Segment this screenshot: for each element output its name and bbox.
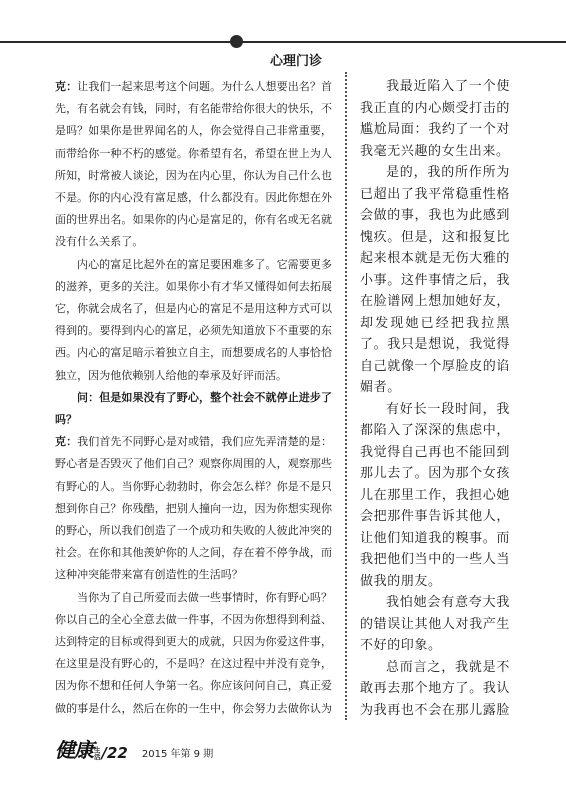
- page-footer: [55, 733, 213, 763]
- page-number: /22: [101, 744, 128, 762]
- left-column: [55, 76, 332, 716]
- letter-paragraph-4: 我怕她会有意夸大我的错误让其他人对我产生不好的印象。: [360, 595, 510, 653]
- question-label: 问：: [77, 390, 100, 404]
- magazine-logo: 健康: [55, 738, 93, 762]
- column-divider: [345, 72, 347, 720]
- header-dot: [230, 35, 243, 48]
- issue-info: 2015 年第 9 期: [141, 749, 214, 760]
- answer-paragraph-3: [55, 431, 332, 586]
- speaker-label: 克：: [55, 80, 78, 93]
- question-text: 但是如果没有了野心，整个社会不就停止进步了吗？: [55, 390, 332, 427]
- answer-paragraph-4: 当你为了自己所爱而去做一些事情时，你有野心吗？你以自己的全心全意去做一件事，不因为你想得到利益、达到特定的目标或得到更大的成就，只因为你爱这件事，在这里是没有野心的，不是吗？在这过程中并没有竞争，因为你不想和任何人争第一名。你应该问问自己，真正爱做的事是什么，然后在你的一生中，你会努力去做你认为: [55, 590, 332, 715]
- section-title: 心理门诊: [270, 54, 323, 69]
- logo-sub-char-2: 活: [94, 753, 101, 761]
- paragraph-text: 让我们一起来思考这个问题。为什么人想要出名？首先，有名就会有钱，同时，有名能带给你很大的快乐，不是吗？如果你是世界闻名的人，你会觉得自己非常重要，而带给你一种不朽的感觉。你希望有名，希望在世上为人所知，时常被人谈论，因为在内心里，你认为自己什么也不是。你的内心没有富足感，什么都没有。因此你想在外面的世界出名。如果你的内心是富足的，你有名或无名就没有什么关系了。: [55, 80, 332, 249]
- answer-paragraph-2: 内心的富足比起外在的富足要困难多了。它需要更多的滋养，更多的关注。如果你小有才华又懂得如何去拓展它，你就会成名了，但是内心的富足不是用这种方式可以得到的。要得到内心的富足，必须先知道放下不重要的东西。内心的富足暗示着独立自主，而想要成名的人事恰恰独立，因为他依赖别人给他的奉承及好评而活。: [55, 257, 332, 382]
- magazine-logo-sub: [94, 747, 101, 761]
- question-paragraph: [55, 387, 332, 431]
- letter-paragraph-5: 总而言之，我就是不敢再去那个地方了。我认为我再也不会在那儿露脸: [360, 659, 510, 718]
- header-rule: [0, 41, 566, 43]
- letter-paragraph-2: 是的，我的所作所为已超出了我平常稳重性格会做的事，我也为此感到愧疚。但是，这和报复比起来根本就是无伤大雅的小事。这件事情之后，我在脸谱网上想加她好友，却发现她已经把我拉黑了。我只是想说，我觉得自己就像一个厚脸皮的谄媚者。: [360, 165, 510, 395]
- right-column: [360, 76, 510, 718]
- letter-paragraph-3: 有好长一段时间，我都陷入了深深的焦虑中，我觉得自己再也不能回到那儿去了。因为那个女孩儿在那里工作，我担心她会把那件事告诉其他人，让他们知道我的糗事。而我把他们当中的一些人当做我的朋友。: [360, 401, 510, 589]
- paragraph-text: 我们首先不同野心是对或错，我们应先弄清楚的是：野心者是否毁灭了他们自己？观察你周围的人，观察那些有野心的人。当你野心勃勃时，你会怎么样？你是不是只想到你自己？你残酷，把别人撞向一边，因为你想实现你的野心，所以我们创造了一个成功和失败的人彼此冲突的社会。在你和其他羡妒你的人之间，存在着不停争战，而这种冲突能带来富有创造性的生活吗？: [55, 435, 332, 582]
- speaker-label: 克：: [55, 435, 78, 449]
- logo-sub-char-1: 生: [94, 746, 101, 754]
- letter-paragraph-1: 我最近陷入了一个使我正直的内心颇受打击的尴尬局面：我约了一个对我毫无兴趣的女生出来。: [360, 79, 510, 159]
- answer-paragraph-1: [55, 76, 332, 254]
